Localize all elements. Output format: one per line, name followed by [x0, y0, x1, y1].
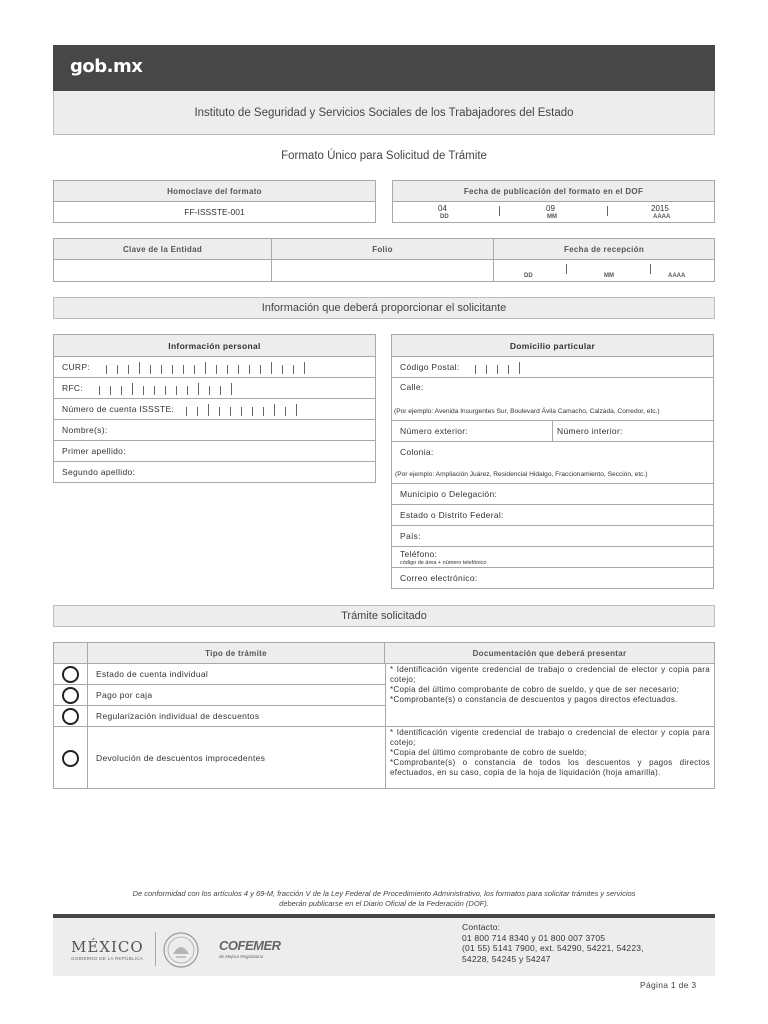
- radio-devolucion[interactable]: [62, 750, 79, 767]
- header-bar: [53, 45, 715, 91]
- tramite-regularizacion: Regularización individual de descuentos: [96, 711, 260, 721]
- doc2-line2: *Copia del último comprobante de cobro de sueldo;: [390, 748, 587, 757]
- form-title: Formato Único para Solicitud de Trámite: [281, 150, 487, 162]
- radio-estado-cuenta[interactable]: [62, 666, 79, 683]
- numero-exterior-field[interactable]: [392, 421, 553, 441]
- domicilio-title: Domicilio particular: [392, 335, 713, 357]
- homoclave-label: Homoclave del formato: [54, 181, 375, 202]
- numero-exterior-label: Número exterior:: [400, 426, 469, 436]
- legal-note-line1: De conformidad con los artículos 4 y 69-M, fracción V de la Ley Federal de Procedimiento Administrativo, los formatos para solicitar trámites y servicios: [132, 889, 636, 898]
- informacion-personal-box: [53, 334, 376, 483]
- mexico-logo: MÉXICO: [71, 938, 144, 956]
- contacto-line2[interactable]: (01 55) 5141 7900, ext. 54290, 54221, 54223,: [462, 943, 644, 953]
- calle-label: Calle:: [400, 382, 424, 392]
- colonia-example: (Por ejemplo: Ampliación Juárez, Residencial Hidalgo, Fraccionamiento, Sección, etc.): [395, 471, 648, 478]
- codigo-postal-field[interactable]: [392, 357, 713, 378]
- documentacion-1: [386, 664, 714, 727]
- tramite-pago-caja: Pago por caja: [96, 690, 153, 700]
- clave-entidad-field[interactable]: [54, 260, 272, 281]
- institute-title: Instituto de Seguridad y Servicios Sociales de los Trabajadores del Estado: [53, 91, 715, 135]
- primer-apellido-label: Primer apellido:: [62, 446, 126, 456]
- correo-field[interactable]: [392, 568, 713, 588]
- recep-dd: DD: [524, 273, 533, 279]
- folio-field[interactable]: [272, 260, 494, 281]
- cofemer-logo: COFEMER: [219, 938, 281, 953]
- documentacion-2: [386, 727, 714, 789]
- fecha-recepcion-label: Fecha de recepción: [494, 239, 714, 259]
- recep-aaaa: AAAA: [668, 273, 686, 279]
- tramite-row[interactable]: [54, 727, 385, 789]
- telefono-field[interactable]: [392, 547, 713, 568]
- primer-apellido-field[interactable]: [54, 441, 375, 462]
- folio-label: Folio: [272, 239, 494, 259]
- telefono-hint: código de área + número telefónico: [400, 560, 487, 566]
- fecha-pub-dd: DD: [440, 214, 449, 220]
- rfc-field[interactable]: [54, 378, 375, 399]
- recep-mm: MM: [604, 273, 614, 279]
- telefono-label: Teléfono:: [400, 549, 438, 559]
- doc2-line1: * Identificación vigente credencial de trabajo o credencial de elector y copia para cotejo;: [390, 728, 710, 747]
- footer-box: [53, 918, 715, 976]
- tramite-estado-cuenta: Estado de cuenta individual: [96, 669, 209, 679]
- cofemer-subtitle: de Mejora Regulatoria: [219, 954, 264, 959]
- municipio-label: Municipio o Delegación:: [400, 489, 498, 499]
- clave-entidad-label: Clave de la Entidad: [54, 239, 272, 259]
- pais-field[interactable]: [392, 526, 713, 547]
- doc1-line1: * Identificación vigente credencial de trabajo o credencial de elector y copia para cotejo;: [390, 665, 710, 684]
- municipio-field[interactable]: [392, 484, 713, 505]
- contacto-block: [462, 922, 644, 964]
- doc1-line3: *Comprobante(s) o constancia de descuentos y pagos directos efectuados.: [390, 695, 678, 704]
- cuenta-issste-field[interactable]: [54, 399, 375, 420]
- informacion-personal-title: Información personal: [54, 335, 375, 357]
- calle-field[interactable]: [392, 378, 713, 421]
- curp-ticks: [96, 362, 305, 373]
- correo-label: Correo electrónico:: [400, 573, 478, 583]
- fecha-publicacion-box: [392, 180, 715, 223]
- segundo-apellido-field[interactable]: [54, 462, 375, 482]
- estado-field[interactable]: [392, 505, 713, 526]
- tipo-tramite-header: Tipo de trámite: [88, 643, 385, 663]
- rfc-ticks: [89, 383, 232, 394]
- homoclave-box: [53, 180, 376, 223]
- escudo-icon: [161, 930, 201, 970]
- nombres-field[interactable]: [54, 420, 375, 441]
- solicitante-banner: Información que deberá proporcionar el solicitante: [53, 297, 715, 319]
- tramite-table: [53, 642, 715, 789]
- tramite-row[interactable]: [54, 664, 385, 685]
- cp-ticks: [465, 362, 520, 373]
- legal-note-line2: deberán publicarse en el Diario Oficial de la Federación (DOF).: [279, 899, 489, 908]
- pais-label: País:: [400, 531, 421, 541]
- codigo-postal-label: Código Postal:: [400, 362, 460, 372]
- contacto-line3[interactable]: 54228, 54245 y 54247: [462, 953, 551, 964]
- cuenta-ticks: [176, 404, 297, 415]
- tramite-banner: Trámite solicitado: [53, 605, 715, 627]
- curp-label: CURP:: [62, 362, 90, 372]
- homoclave-value: FF-ISSSTE-001: [184, 207, 245, 217]
- fecha-pub-month: 09: [546, 204, 555, 213]
- numero-interior-field[interactable]: [553, 421, 713, 441]
- fecha-publicacion-label: Fecha de publicación del formato en el DOF: [393, 181, 714, 202]
- radio-pago-caja[interactable]: [62, 687, 79, 704]
- calle-example: (Por ejemplo: Avenida Insurgentes Sur, Boulevard Ávila Camacho, Calzada, Corredor, etc.): [394, 408, 660, 415]
- documentacion-header: Documentación que deberá presentar: [385, 643, 714, 663]
- fecha-pub-mm: MM: [547, 214, 557, 220]
- gobierno-republica-text: GOBIERNO DE LA REPÚBLICA: [71, 956, 144, 961]
- contacto-line1[interactable]: 01 800 714 8340 y 01 800 007 3705: [462, 932, 606, 943]
- page-number: Página 1 de 3: [640, 980, 697, 990]
- tramite-devolucion: Devolución de descuentos improcedentes: [96, 753, 266, 763]
- cuenta-issste-label: Número de cuenta ISSSTE:: [62, 404, 175, 414]
- contacto-label: Contacto:: [462, 922, 501, 932]
- estado-label: Estado o Distrito Federal:: [400, 510, 504, 520]
- numero-interior-label: Número interior:: [557, 426, 623, 436]
- colonia-field[interactable]: [392, 442, 713, 484]
- doc1-line2: *Copia del último comprobante de cobro de sueldo, y que de ser necesario;: [390, 685, 680, 694]
- doc2-line3: *Comprobante(s) o constancia de todos los descuentos y pagos directos efectuados, en su caso, copia de la hoja de liquidación (hoja amarilla).: [390, 758, 710, 777]
- gobmx-logo[interactable]: gob.mx: [70, 56, 143, 77]
- tramite-row[interactable]: [54, 685, 385, 706]
- colonia-label: Colonia:: [400, 447, 434, 457]
- rfc-label: RFC:: [62, 383, 84, 393]
- segundo-apellido-label: Segundo apellido:: [62, 467, 136, 477]
- radio-regularizacion[interactable]: [62, 708, 79, 725]
- nombres-label: Nombre(s):: [62, 425, 108, 435]
- tramite-row[interactable]: [54, 706, 385, 727]
- fecha-pub-year: 2015: [651, 204, 669, 213]
- entidad-box: [53, 238, 715, 282]
- fecha-recepcion-field[interactable]: [494, 260, 714, 281]
- fecha-pub-day: 04: [438, 204, 447, 213]
- fecha-pub-aaaa: AAAA: [653, 214, 671, 220]
- domicilio-box: [391, 334, 714, 589]
- legal-note: [60, 889, 708, 909]
- curp-field[interactable]: [54, 357, 375, 378]
